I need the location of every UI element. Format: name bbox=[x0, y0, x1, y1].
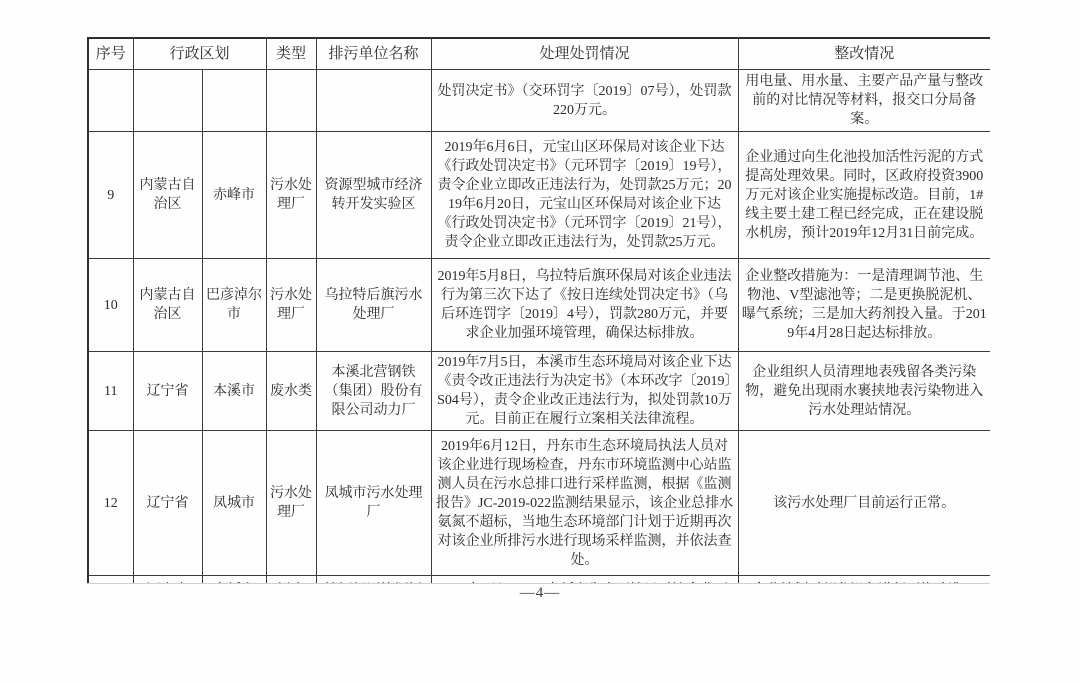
cell-seq: 11 bbox=[88, 352, 133, 431]
cell-city bbox=[202, 576, 266, 585]
cell-type bbox=[266, 70, 316, 132]
table-row-10 bbox=[88, 259, 990, 352]
cell-unit bbox=[316, 70, 431, 132]
cell-seq bbox=[88, 70, 133, 132]
cell-type: 污水处理厂 bbox=[266, 132, 316, 259]
cell-province: 内蒙古自治区 bbox=[133, 259, 202, 352]
table-row-13-partial bbox=[88, 576, 990, 585]
cell-rectification: 企业组织人员清理地表残留各类污染物，避免出现雨水裹挟地表污染物进入污水处理站情况。 bbox=[738, 352, 990, 431]
cell-unit: 乌拉特后旗污水处理厂 bbox=[316, 259, 431, 352]
header-seq: 序号 bbox=[88, 38, 133, 70]
cell-unit bbox=[316, 576, 431, 585]
header-type: 类型 bbox=[266, 38, 316, 70]
cell-unit: 资源型城市经济转开发实验区 bbox=[316, 132, 431, 259]
cell-type bbox=[266, 576, 316, 585]
cell-type: 废水类 bbox=[266, 352, 316, 431]
cell-city bbox=[202, 70, 266, 132]
cell-rectification: 该污水处理厂目前运行正常。 bbox=[738, 431, 990, 576]
table-row-12 bbox=[88, 431, 990, 576]
penalty-table bbox=[87, 37, 990, 584]
cell-city: 本溪市 bbox=[202, 352, 266, 431]
cell-penalty: 2019年5月8日，乌拉特后旗环保局对该企业违法行为第三次下达了《按日连续处罚决定书》（乌后环连罚字〔2019〕4号），罚款280万元，并要求企业加强环境管理，确保达标排放。 bbox=[431, 259, 738, 352]
table-row-9 bbox=[88, 132, 990, 259]
cell-seq: 12 bbox=[88, 431, 133, 576]
cell-province: 内蒙古自治区 bbox=[133, 132, 202, 259]
cell-type: 污水处理厂 bbox=[266, 431, 316, 576]
cell-rectification bbox=[738, 576, 990, 585]
cell-penalty: 2019年6月12日，丹东市生态环境局执法人员对该企业进行现场检查，丹东市环境监测中心站监测人员在污水总排口进行采样监测，根据《监测报告》JC-2019-022监测结果显示，该企业总排水氨氮不超标，当地生态环境部门计划于近期再次对该企业所排污水进行现场采样监测，并依法查处。 bbox=[431, 431, 738, 576]
cell-penalty: 处罚决定书》（交环罚字〔2019〕07号），处罚款220万元。 bbox=[431, 70, 738, 132]
cell-province bbox=[133, 70, 202, 132]
page-number: —4— bbox=[519, 585, 561, 601]
cell-penalty: 2019年6月6日，元宝山区环保局对该企业下达《行政处罚决定书》（元环罚字〔2019〕19号），责令企业立即改正违法行为，处罚款25万元；2019年6月20日，元宝山区环保局对该企业下达《行政处罚决定书》（元环罚字〔2019〕21号），责令企业立即改正违法行为，处罚款25万元。 bbox=[431, 132, 738, 259]
header-unit: 排污单位名称 bbox=[316, 38, 431, 70]
cell-province bbox=[133, 576, 202, 585]
cell-seq: 10 bbox=[88, 259, 133, 352]
penalty-table-container bbox=[87, 37, 990, 584]
cell-province: 辽宁省 bbox=[133, 352, 202, 431]
cell-city: 巴彦淖尔市 bbox=[202, 259, 266, 352]
table-row-11 bbox=[88, 352, 990, 431]
cell-rectification: 用电量、用水量、主要产品产量与整改前的对比情况等材料，报交口分局备案。 bbox=[738, 70, 990, 132]
table-header-row bbox=[88, 38, 990, 70]
cell-rectification: 企业通过向生化池投加活性污泥的方式提高处理效果。同时，区政府投资3900万元对该企业实施提标改造。目前，1#线主要土建工程已经完成，正在建设脱水机房，预计2019年12月31日前完成。 bbox=[738, 132, 990, 259]
cell-province: 辽宁省 bbox=[133, 431, 202, 576]
cell-unit: 凤城市污水处理厂 bbox=[316, 431, 431, 576]
cell-penalty: 2019年7月5日，本溪市生态环境局对该企业下达《责令改正违法行为决定书》（本环改字〔2019〕S04号），责令企业改正违法行为，拟处罚款10万元。目前正在履行立案相关法律流程。 bbox=[431, 352, 738, 431]
cell-seq: 9 bbox=[88, 132, 133, 259]
cell-city: 赤峰市 bbox=[202, 132, 266, 259]
header-penalty: 处理处罚情况 bbox=[431, 38, 738, 70]
cell-seq bbox=[88, 576, 133, 585]
cell-type: 污水处理厂 bbox=[266, 259, 316, 352]
cell-city: 凤城市 bbox=[202, 431, 266, 576]
cell-penalty bbox=[431, 576, 738, 585]
header-rectification: 整改情况 bbox=[738, 38, 990, 70]
header-region: 行政区划 bbox=[133, 38, 266, 70]
table-row-continued bbox=[88, 70, 990, 132]
cell-rectification: 企业整改措施为：一是清理调节池、生物池、V型滤池等；二是更换脱泥机、曝气系统；三是加大药剂投入量。于2019年4月28日起达标排放。 bbox=[738, 259, 990, 352]
cell-unit: 本溪北营钢铁（集团）股份有限公司动力厂 bbox=[316, 352, 431, 431]
